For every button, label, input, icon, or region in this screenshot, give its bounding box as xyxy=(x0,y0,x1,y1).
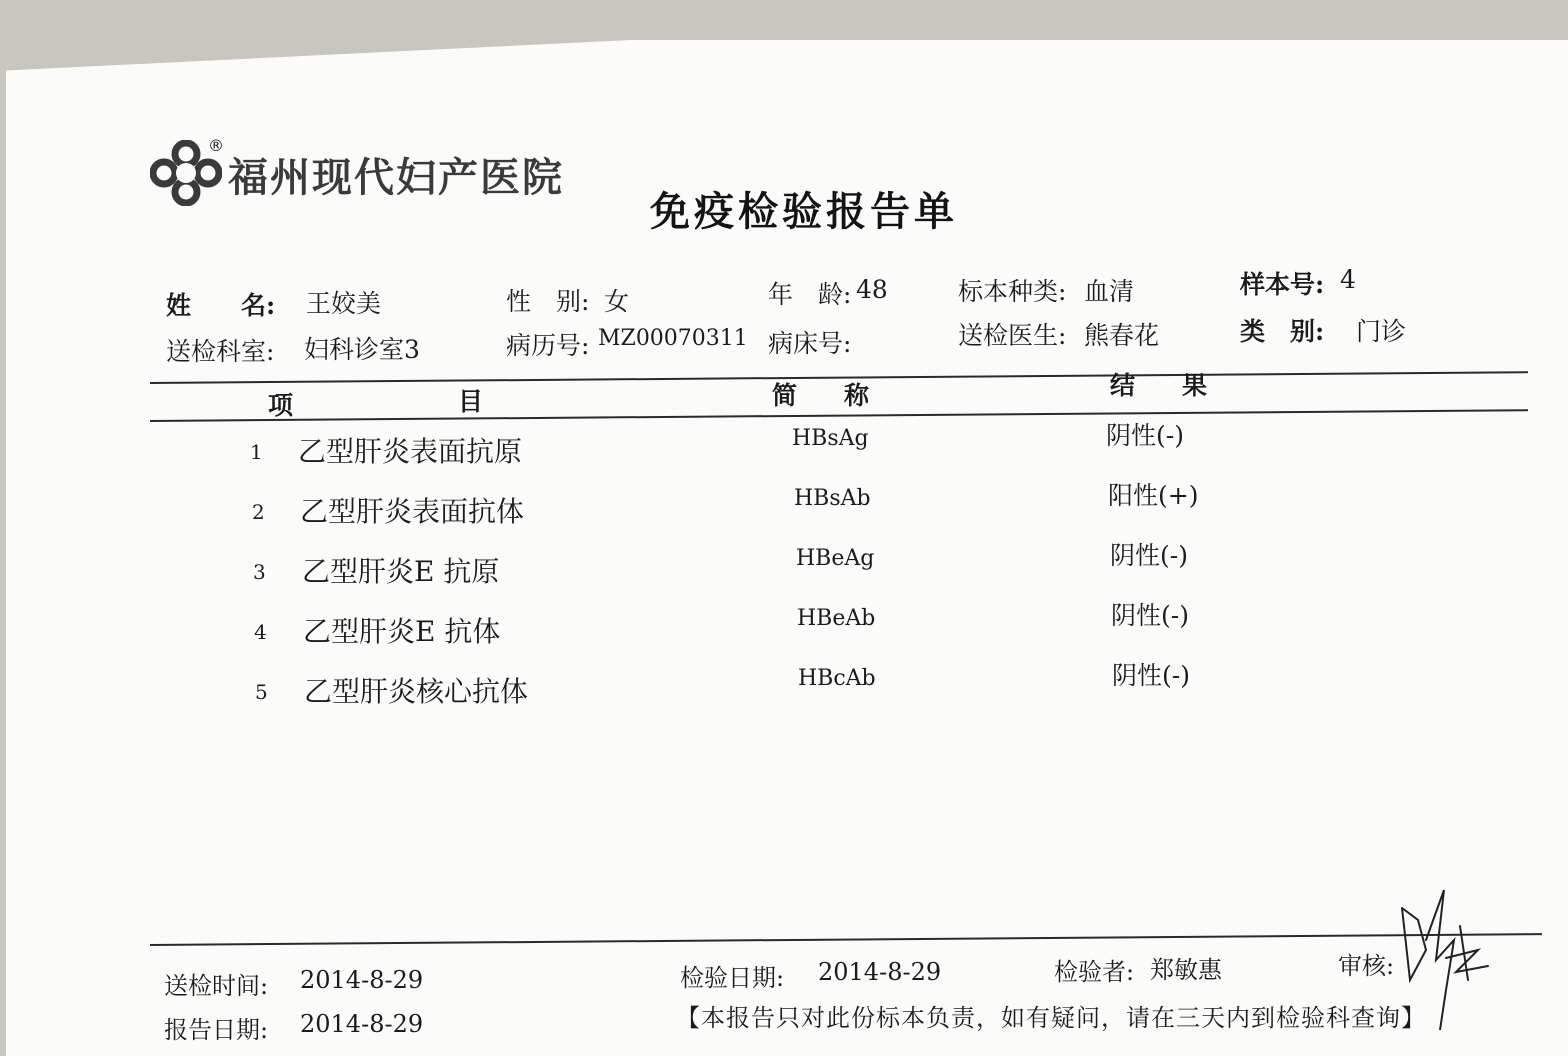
row-1-name: 乙型肝炎表面抗原 xyxy=(298,435,523,468)
test-date-label: 检验日期: xyxy=(680,964,785,992)
row-2-result: 阳性(+) xyxy=(1108,481,1199,510)
department-label: 送检科室: xyxy=(166,337,275,366)
row-3-no: 3 xyxy=(253,560,266,584)
row-4-name: 乙型肝炎E 抗体 xyxy=(303,615,501,648)
row-4-no: 4 xyxy=(254,620,267,644)
bed-no-label: 病床号: xyxy=(768,329,852,358)
row-3-abbr: HBeAg xyxy=(796,546,875,571)
sample-no-label: 样本号: xyxy=(1240,270,1325,299)
tester-value: 郑敏惠 xyxy=(1150,956,1222,984)
header-abbr-left: 简 xyxy=(772,381,798,410)
row-5-result: 阴性(-) xyxy=(1112,661,1190,690)
category-value: 门诊 xyxy=(1356,317,1407,346)
row-3-result: 阴性(-) xyxy=(1110,541,1188,570)
header-result-left: 结 xyxy=(1110,371,1136,400)
test-date-value: 2014-8-29 xyxy=(818,958,942,986)
category-label: 类 别: xyxy=(1240,317,1325,346)
specimen-type-value: 血清 xyxy=(1084,277,1135,306)
row-2-no: 2 xyxy=(252,500,265,524)
record-no-label: 病历号: xyxy=(506,331,590,360)
row-3-name: 乙型肝炎E 抗原 xyxy=(302,555,500,588)
row-1-abbr: HBsAg xyxy=(792,426,869,451)
tester-label: 检验者: xyxy=(1054,958,1135,986)
report-title: 免疫检验报告单 xyxy=(650,189,958,235)
header-item-right: 目 xyxy=(458,387,484,416)
report-date-value: 2014-8-29 xyxy=(300,1010,424,1038)
header-result-right: 果 xyxy=(1182,371,1208,400)
age-label: 年 龄: xyxy=(768,280,852,309)
sample-no-value: 4 xyxy=(1340,265,1356,294)
disclaimer-notice: 【本报告只对此份标本负责，如有疑问，请在三天内到检验科查询】 xyxy=(676,1004,1426,1032)
row-4-abbr: HBeAb xyxy=(797,606,876,631)
row-2-name: 乙型肝炎表面抗体 xyxy=(300,495,525,528)
registered-mark: ® xyxy=(208,136,224,155)
doctor-label: 送检医生: xyxy=(958,321,1067,350)
specimen-type-label: 标本种类: xyxy=(958,277,1067,306)
record-no-value: MZ00070311 xyxy=(598,326,748,351)
reviewer-label: 审核: xyxy=(1338,952,1395,980)
row-2-abbr: HBsAb xyxy=(794,486,871,511)
row-5-no: 5 xyxy=(255,680,268,704)
age-value: 48 xyxy=(856,275,888,304)
submit-time-value: 2014-8-29 xyxy=(300,966,424,994)
patient-name-value: 王姣美 xyxy=(306,289,382,318)
submit-time-label: 送检时间: xyxy=(164,972,269,1000)
department-value: 妇科诊室3 xyxy=(304,335,420,364)
patient-name-label: 姓 名: xyxy=(166,291,276,320)
row-4-result: 阴性(-) xyxy=(1111,601,1189,630)
row-1-result: 阴性(-) xyxy=(1106,421,1184,450)
sex-label: 性 别: xyxy=(506,287,590,316)
hospital-name: 福州现代妇产医院 xyxy=(228,155,564,201)
header-abbr-right: 称 xyxy=(844,381,870,410)
row-5-abbr: HBcAb xyxy=(798,666,876,691)
report-date-label: 报告日期: xyxy=(164,1016,269,1044)
header-item-left: 项 xyxy=(268,391,294,420)
doctor-value: 熊春花 xyxy=(1084,321,1160,350)
row-1-no: 1 xyxy=(250,440,263,464)
row-5-name: 乙型肝炎核心抗体 xyxy=(304,675,529,708)
sex-value: 女 xyxy=(604,287,630,316)
